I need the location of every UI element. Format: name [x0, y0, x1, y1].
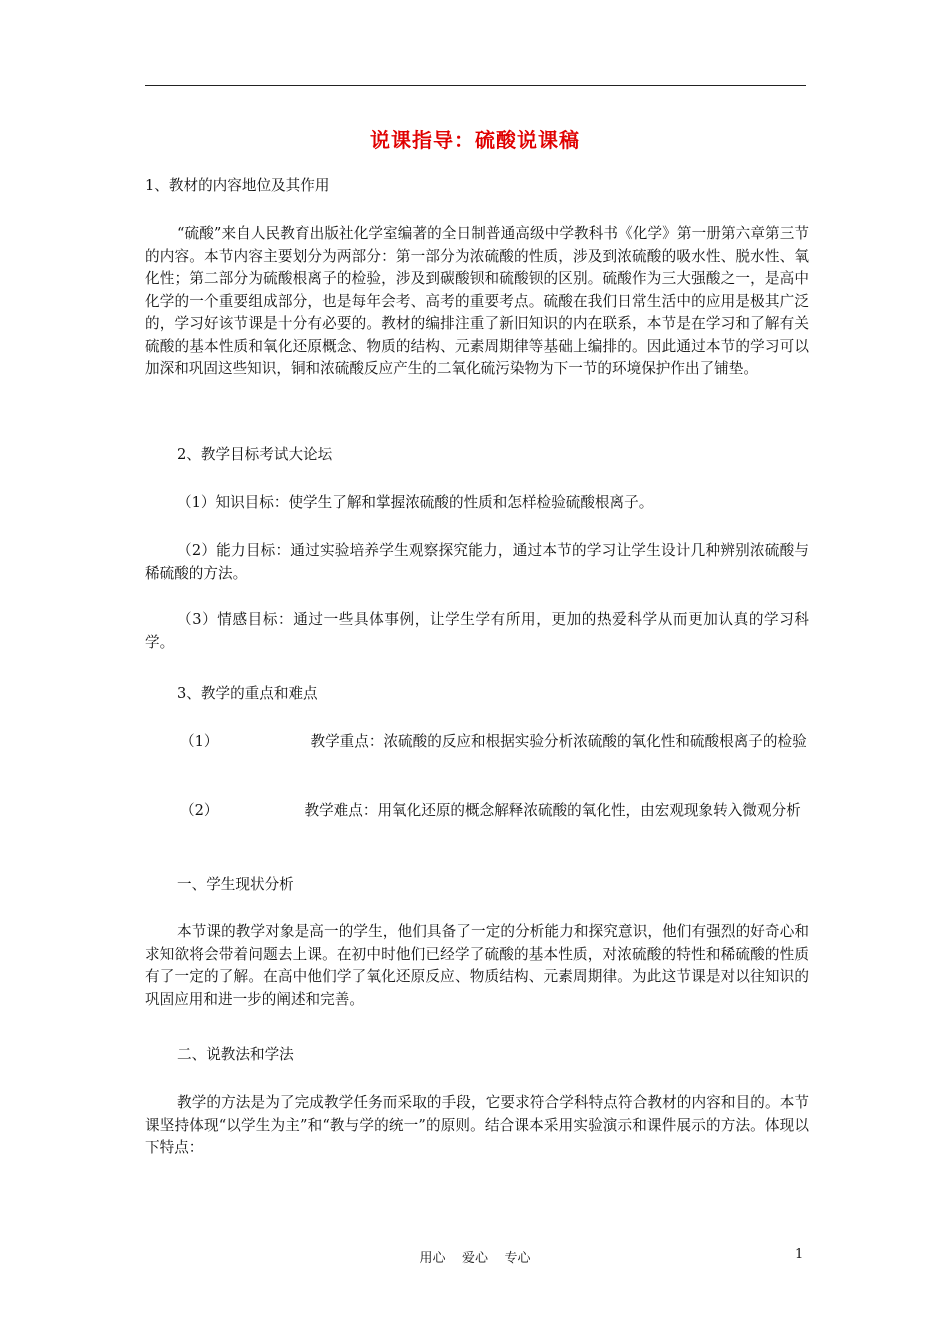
- section-3-item-2-text: 教学难点：用氧化还原的概念解释浓硫酸的氧化性，由宏观现象转入微观分析: [304, 802, 801, 819]
- section-3-heading: 3、教学的重点和难点: [177, 685, 318, 702]
- header-rule: [145, 85, 806, 86]
- section-4-heading: 一、学生现状分析: [177, 876, 294, 893]
- section-1-body: “硫酸”来自人民教育出版社化学室编著的全日制普通高级中学教科书《化学》第一册第六章第三节的内容。本节内容主要划分为两部分：第一部分为浓硫酸的性质，涉及到浓硫酸的吸水性、脱水性、氧化性；第二部分为硫酸根离子的检验，涉及到碳酸钡和硫酸钡的区别。硫酸作为三大强酸之一，是高中化学的一个重要组成部分，也是每年会考、高考的重要考点。硫酸在我们日常生活中的应用是极其广泛的，学习好该节课是十分有必要的。教材的编排注重了新旧知识的内在联系，本节是在学习和了解有关硫酸的基本性质和氧化还原概念、物质的结构、元素周期律等基础上编排的。因此通过本节的学习可以加深和巩固这些知识，铜和浓硫酸反应产生的二氧化硫污染物为下一节的环境保护作出了铺垫。: [145, 225, 809, 377]
- section-2-item-3: （3）情感目标：通过一些具体事例，让学生学有所用，更加的热爱科学从而更加认真的学习科学。: [145, 611, 809, 651]
- section-3-item-1: [145, 731, 809, 754]
- document-title: 说课指导：硫酸说课稿: [370, 128, 580, 152]
- section-2-item-1: （1）知识目标：使学生了解和掌握浓硫酸的性质和怎样检验硫酸根离子。: [177, 494, 654, 511]
- section-3-item-2: [145, 800, 809, 823]
- section-2-heading: 2、教学目标考试大论坛: [177, 446, 333, 463]
- section-3-item-1-text: 教学重点：浓硫酸的反应和根据实验分析浓硫酸的氧化性和硫酸根离子的检验: [310, 733, 807, 750]
- section-5-heading: 二、说教法和学法: [177, 1046, 294, 1063]
- section-3-item-1-number: （1）: [180, 733, 219, 750]
- footer-motto: 用心 爱心 专心: [419, 1251, 531, 1266]
- page-number: 1: [795, 1247, 804, 1262]
- section-4-body: 本节课的教学对象是高一的学生，他们具备了一定的分析能力和探究意识，他们有强烈的好奇心和求知欲将会带着问题去上课。在初中时他们已经学了硫酸的基本性质，对浓硫酸的特性和稀硫酸的性质有了一定的了解。在高中他们学了氧化还原反应、物质结构、元素周期律。为此这节课是对以往知识的巩固应用和进一步的阐述和完善。: [145, 923, 809, 1008]
- section-5-body: 教学的方法是为了完成教学任务而采取的手段，它要求符合学科特点符合教材的内容和目的。本节课坚持体现“以学生为主”和“教与学的统一”的原则。结合课本采用实验演示和课件展示的方法。体现以下特点：: [145, 1094, 809, 1156]
- section-2-item-2: （2）能力目标：通过实验培养学生观察探究能力，通过本节的学习让学生设计几种辨别浓硫酸与稀硫酸的方法。: [145, 542, 809, 582]
- section-3-item-2-number: （2）: [180, 802, 219, 819]
- section-1-heading: 1、教材的内容地位及其作用: [145, 177, 330, 194]
